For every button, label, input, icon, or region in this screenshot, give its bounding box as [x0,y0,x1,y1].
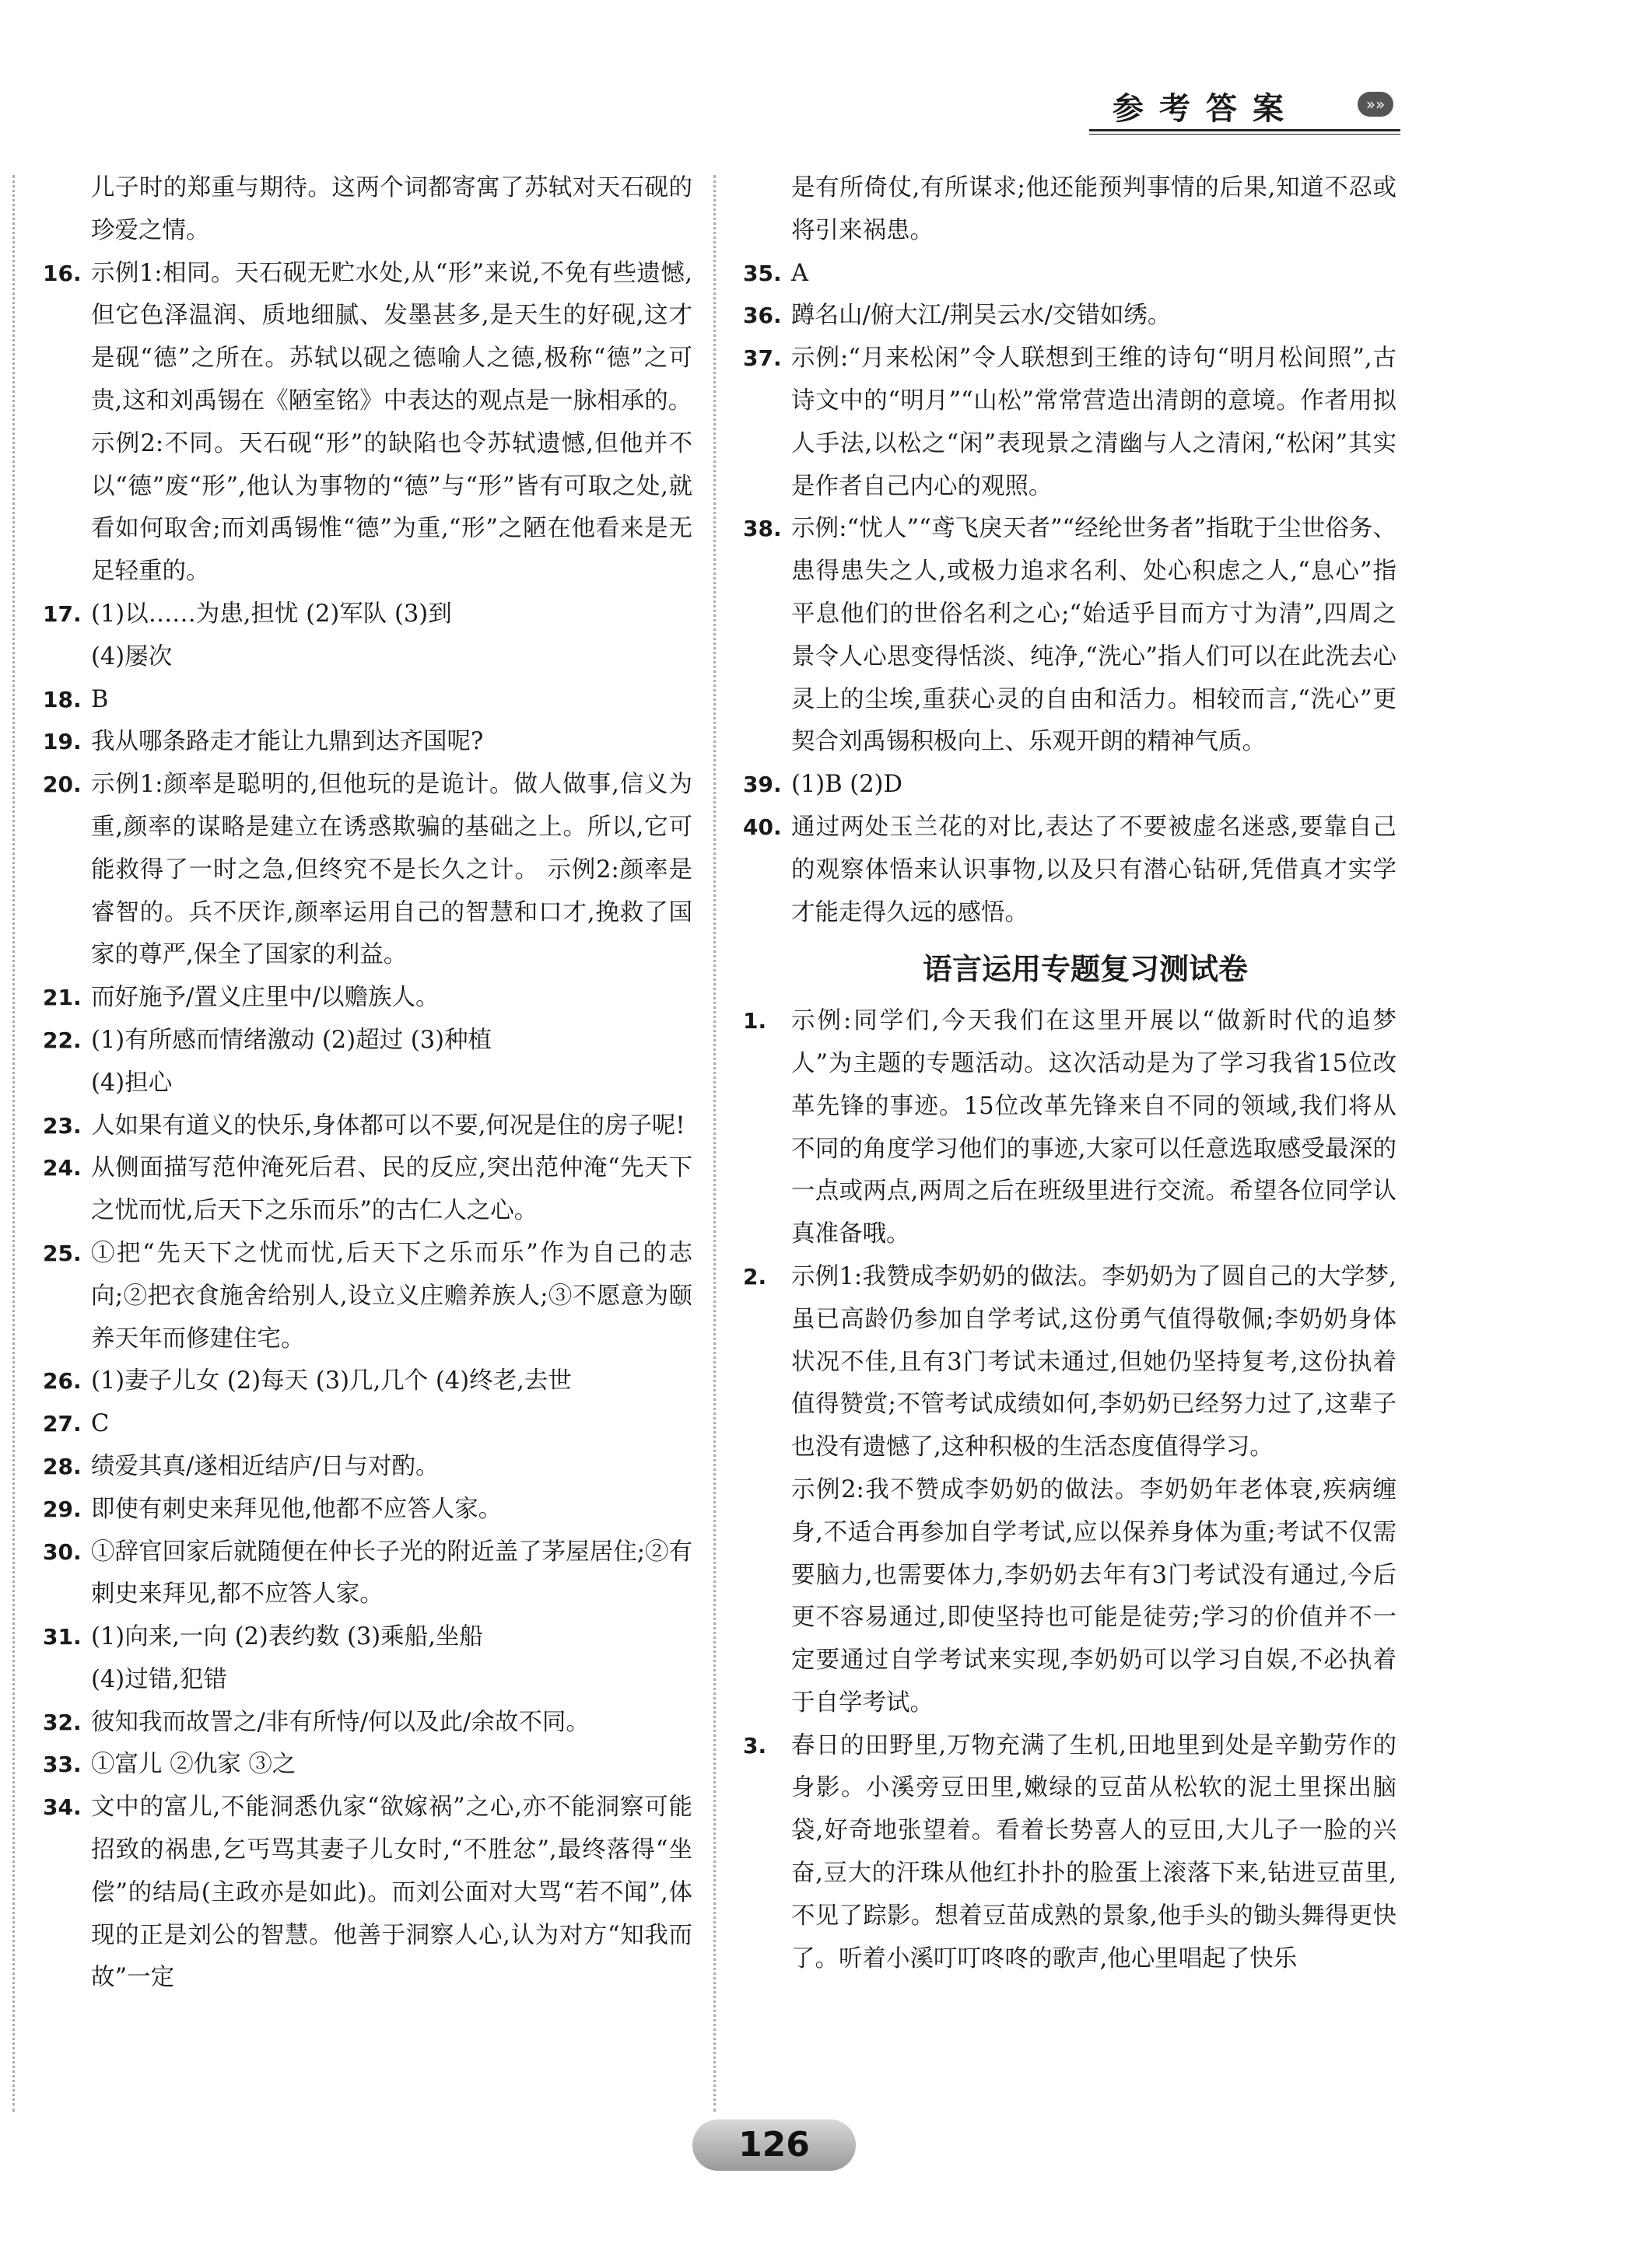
answer-number: 18. [43,686,82,712]
answer-item [43,679,692,722]
answer-item [43,721,692,764]
answer-number: 30. [43,1538,82,1565]
answer-text: 文中的富儿,不能洞悉仇家“欲嫁祸”之心,亦不能洞察可能招致的祸患,乞丐骂其妻子儿女时,“不胜忿”,最终落得“坐偿”的结局(主政亦是如此)。而刘公面对大骂“若不闻”,体现的正是刘公的智慧。他善于洞察人心,认为对方“知我而故”一定 [91,1794,692,1992]
answer-number: 22. [43,1027,82,1053]
answer-text: 我从哪条路走才能让九鼎到达齐国呢? [91,728,484,756]
answer-number: 17. [43,600,82,627]
answer-item [43,977,692,1020]
answer-text: 示例1:我赞成李奶奶的做法。李奶奶为了圆自己的大学梦,虽已高龄仍参加自学考试,这份勇气值得敬佩;李奶奶身体状况不佳,且有3门考试未通过,但她仍坚持复考,这份执着值得赞赏;不管考试成绩如何,李奶奶已经努力过了,这辈子也没有遗憾了,这种积极的生活态度值得学习。 [791,1262,1396,1461]
answer-number: 20. [43,772,82,798]
answer-item [43,1787,692,2000]
answer-text: 春日的田野里,万物充满了生机,田地里到处是辛勤劳作的身影。小溪旁豆田里,嫩绿的豆苗从松软的泥土里探出脑袋,好奇地张望着。看着长势喜人的豆田,大儿子一脸的兴奋,豆大的汗珠从他红扑扑的脸蛋上滚落下来,钻进豆苗里,不见了踪影。想着豆苗成熟的景象,他手头的锄头舞得更快了。听着小溪叮叮咚咚的歌声,他心里唱起了快乐 [791,1731,1396,1972]
answer-number: 31. [43,1624,82,1650]
answer-item [743,764,1396,807]
answer-item [43,636,692,679]
right-column [743,167,1396,1980]
section-answers [743,1000,1396,1980]
answer-number: 26. [43,1368,82,1395]
answer-text: 示例2:我不赞成李奶奶的做法。李奶奶年老体衰,疾病缠身,不适合再参加自学考试,应以保养身体为重;考试不仅需要脑力,也需要体力,李奶奶去年有3门考试没有通过,今后更不容易通过,即使坚持也可能是徒劳;学习的价值并不一定要通过自学考试来实现,李奶奶可以学习自娱,不必执着于自学考试。 [791,1475,1396,1717]
answer-text: ①富儿 ②仇家 ③之 [91,1751,296,1779]
answer-number: 33. [43,1752,82,1778]
answer-item [43,764,692,977]
answer-text: (1)有所感而情绪激动 (2)超过 (3)种植 [91,1026,492,1054]
answer-text: (4)担心 [91,1069,173,1097]
answer-number: 36. [743,303,782,329]
answer-number: 40. [743,814,782,840]
answer-text: (1)以……为患,担忧 (2)军队 (3)到 [91,600,452,628]
answer-item [43,253,692,423]
answer-text: 示例:“月来松闲”令人联想到王维的诗句“明月松间照”,古诗文中的“明月”“山松”常常营造出清朗的意境。作者用拟人手法,以松之“闲”表现景之清幽与人之清闲,“松闲”其实是作者自己内心的观照。 [791,345,1396,500]
double-chevron-right-icon: »» [1358,92,1393,117]
answer-number: 28. [43,1453,82,1479]
left-column [43,167,692,2000]
header-rule-thin [1089,134,1400,135]
answer-text: 示例2:不同。天石砚“形”的缺陷也令苏轼遗憾,但他并不以“德”废“形”,他认为事物的“德”与“形”皆有可取之处,就看如何取舍;而刘禹锡惟“德”为重,“形”之陋在他看来是无足轻重的。 [91,429,692,586]
answer-text: (1)妻子儿女 (2)每天 (3)几,几个 (4)终老,去世 [91,1367,572,1395]
answer-item [43,1020,692,1062]
answer-item [743,253,1396,296]
answer-item [43,1105,692,1148]
answer-number: 2. [743,1263,767,1290]
answer-number: 35. [743,260,782,286]
answer-number: 27. [43,1411,82,1437]
section-title: 语言运用专题复习测试卷 [922,952,1248,987]
answer-item [743,338,1396,508]
answer-item [43,1702,692,1745]
answer-text: 通过两处玉兰花的对比,表达了不要被虚名迷惑,要靠自己的观察体悟来认识事物,以及只有潜心钻研,凭借真才实学才能走得久远的感悟。 [791,813,1396,926]
answer-text: (1)向来,一向 (2)表约数 (3)乘船,坐船 [91,1623,483,1651]
column-divider [713,175,716,2112]
answer-item [43,423,692,593]
answer-number: 21. [43,985,82,1011]
right-answers [743,167,1396,934]
answer-text: 人如果有道义的快乐,身体都可以不要,何况是住的房子呢! [91,1111,685,1139]
page-number: 126 [692,2119,856,2171]
answer-number: 29. [43,1496,82,1522]
answer-text: ①把“先天下之忧而忧,后天下之乐而乐”作为自己的志向;②把衣食施舍给别人,设立义庄赡养族人;③不愿意为颐养天年而修建住宅。 [91,1239,692,1353]
answer-item [743,807,1396,934]
answer-number: 34. [43,1794,82,1821]
answer-item [743,295,1396,338]
answer-number: 1. [743,1008,767,1034]
answer-text: 示例:同学们,今天我们在这里开展以“做新时代的追梦人”为主题的专题活动。这次活动是为了学习我省15位改革先锋的事迹。15位改革先锋来自不同的领域,我们将从不同的角度学习他们的事迹,大家可以任意选取感受最深的一点或两点,两周之后在班级里进行交流。希望各位同学认真准备哦。 [791,1007,1396,1248]
answer-text: C [91,1410,110,1438]
answer-item [43,1616,692,1659]
answer-item [743,1000,1396,1256]
answer-number: 37. [743,345,782,372]
answer-text: 即使有刺史来拜见他,他都不应答人家。 [91,1495,503,1523]
answer-item [743,1256,1396,1469]
answer-item [43,167,692,253]
answer-item [43,593,692,636]
answer-text: ①辞官回家后就随便在仲长子光的附近盖了茅屋居住;②有刺史来拜见,都不应答人家。 [91,1538,692,1608]
left-margin-guide [12,175,15,2112]
answer-number: 19. [43,729,82,755]
answer-text: A [791,259,809,287]
answer-item [43,1659,692,1702]
page-header [1089,78,1416,140]
answer-number: 38. [743,516,782,542]
answer-text: 而好施予/置义庄里中/以赡族人。 [91,984,440,1012]
answer-text: 是有所倚仗,有所谋求;他还能预判事情的后果,知道不忍或将引来祸患。 [791,174,1396,244]
answer-item [43,1147,692,1233]
header-rule [1089,129,1400,131]
answer-text: (4)过错,犯错 [91,1665,227,1693]
answer-number: 23. [43,1112,82,1139]
answer-text: 示例:“忧人”“鸢飞戾天者”“经纶世务者”指耽于尘世俗务、患得患失之人,或极力追求名利、处心积虑之人,“息心”指平息他们的世俗名利之心;“始适乎目而方寸为清”,四周之景令人心思变得恬淡、纯净,“洗心”指人们可以在此洗去心灵上的尘埃,重获心灵的自由和活力。相较而言,“洗心”更契合刘禹锡积极向上、乐观开朗的精神气质。 [791,515,1396,756]
answer-text: B [91,685,109,713]
answer-item [43,1233,692,1360]
answer-number: 3. [743,1732,767,1759]
answer-text: 从侧面描写范仲淹死后君、民的反应,突出范仲淹“先天下之忧而忧,后天下之乐而乐”的古仁人之心。 [91,1154,692,1225]
answer-item [743,1725,1396,1981]
answer-item [43,1403,692,1446]
answer-text: 彼知我而故詈之/非有所恃/何以及此/余故不同。 [91,1708,590,1736]
answer-item [43,1744,692,1787]
answer-item [43,1489,692,1531]
answer-text: 示例1:颜率是聪明的,但他玩的是诡计。做人做事,信义为重,颜率的谋略是建立在诱惑欺骗的基础之上。所以,它可能救得了一时之急,但终究不是长久之计。 示例2:颜率是睿智的。兵不厌诈,颜率运用自己的智慧和口才,挽救了国家的尊严,保全了国家的利益。 [91,771,692,969]
answer-item [743,167,1396,253]
answer-item [743,508,1396,764]
answer-item [43,1446,692,1489]
answer-item [43,1062,692,1105]
answer-item [43,1360,692,1403]
answer-number: 25. [43,1240,82,1266]
answer-text: 儿子时的郑重与期待。这两个词都寄寓了苏轼对天石砚的珍爱之情。 [91,174,692,244]
answer-number: 16. [43,260,82,286]
answer-text: 示例1:相同。天石砚无贮水处,从“形”来说,不免有些遗憾,但它色泽温润、质地细腻、发墨甚多,是天生的好砚,这才是砚“德”之所在。苏轼以砚之德喻人之德,极称“德”之可贵,这和刘禹锡在《陋室铭》中表达的观点是一脉相承的。 [91,259,692,415]
answer-text: (1)B (2)D [791,771,902,799]
answer-text: (4)屡次 [91,642,173,670]
answer-number: 39. [743,772,782,798]
answer-text: 绩爱其真/遂相近结庐/日与对酌。 [91,1452,440,1480]
answer-text: 蹲名山/俯大江/荆吴云水/交错如绣。 [791,302,1172,330]
answer-number: 32. [43,1709,82,1735]
answer-number: 24. [43,1155,82,1181]
answer-item [743,1469,1396,1725]
header-title: 参考答案 [1113,91,1299,127]
answer-item [43,1531,692,1617]
